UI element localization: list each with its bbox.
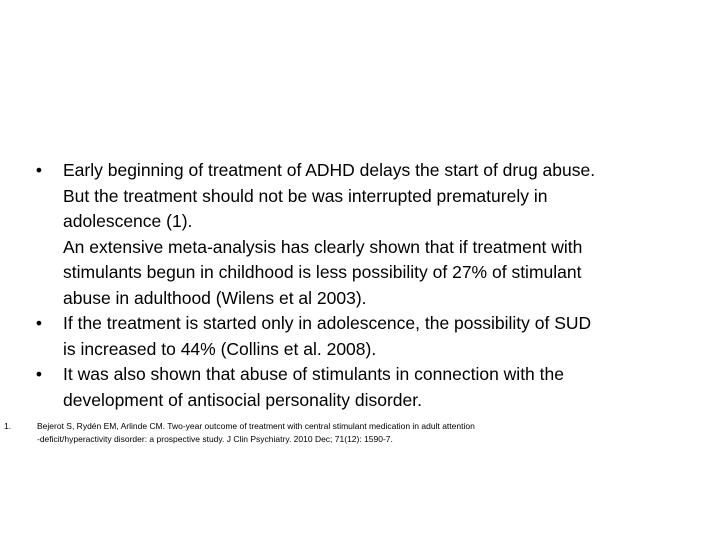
bullet-marker: • (35, 364, 43, 384)
bullet-line: If the treatment is started only in adolescence, the possibility of SUD (63, 313, 592, 333)
footnote-text (37, 420, 697, 445)
bullet-line: development of antisocial personality disorder. (63, 389, 422, 410)
bullet-item-early-treatment (30, 158, 690, 311)
bullet-line: An extensive meta-analysis has clearly shown that if treatment with (63, 236, 583, 257)
footnote-line: Bejerot S, Rydén EM, Arlinde CM. Two-year outcome of treatment with central stimulant medication in adult attention (37, 421, 475, 431)
bullet-line: adolescence (1). (63, 211, 193, 231)
bullet-line: abuse in adulthood (Wilens et al 2003). (63, 287, 367, 308)
bullet-list (30, 158, 690, 413)
bullet-item-antisocial (30, 362, 690, 413)
footnote-number: 1. (4, 421, 12, 431)
bullet-line: stimulants begun in childhood is less possibility of 27% of stimulant (63, 262, 582, 282)
bullet-line: It was also shown that abuse of stimulants in connection with the (63, 364, 564, 384)
bullet-item-adolescence (30, 311, 690, 362)
footnote-line: -deficit/hyperactivity disorder: a prospective study. J Clin Psychiatry. 2010 Dec; 71(12): 1590-7. (37, 433, 393, 444)
bullet-line: is increased to 44% (Collins et al. 2008). (63, 338, 377, 359)
bullet-text (63, 311, 690, 362)
bullet-line: But the treatment should not be was interrupted prematurely in (63, 185, 548, 206)
bullet-marker: • (35, 313, 43, 333)
bullet-line: Early beginning of treatment of ADHD delays the start of drug abuse. (63, 160, 596, 180)
bullet-marker: • (35, 160, 43, 180)
bullet-text (63, 158, 690, 311)
bullet-text (63, 362, 690, 413)
